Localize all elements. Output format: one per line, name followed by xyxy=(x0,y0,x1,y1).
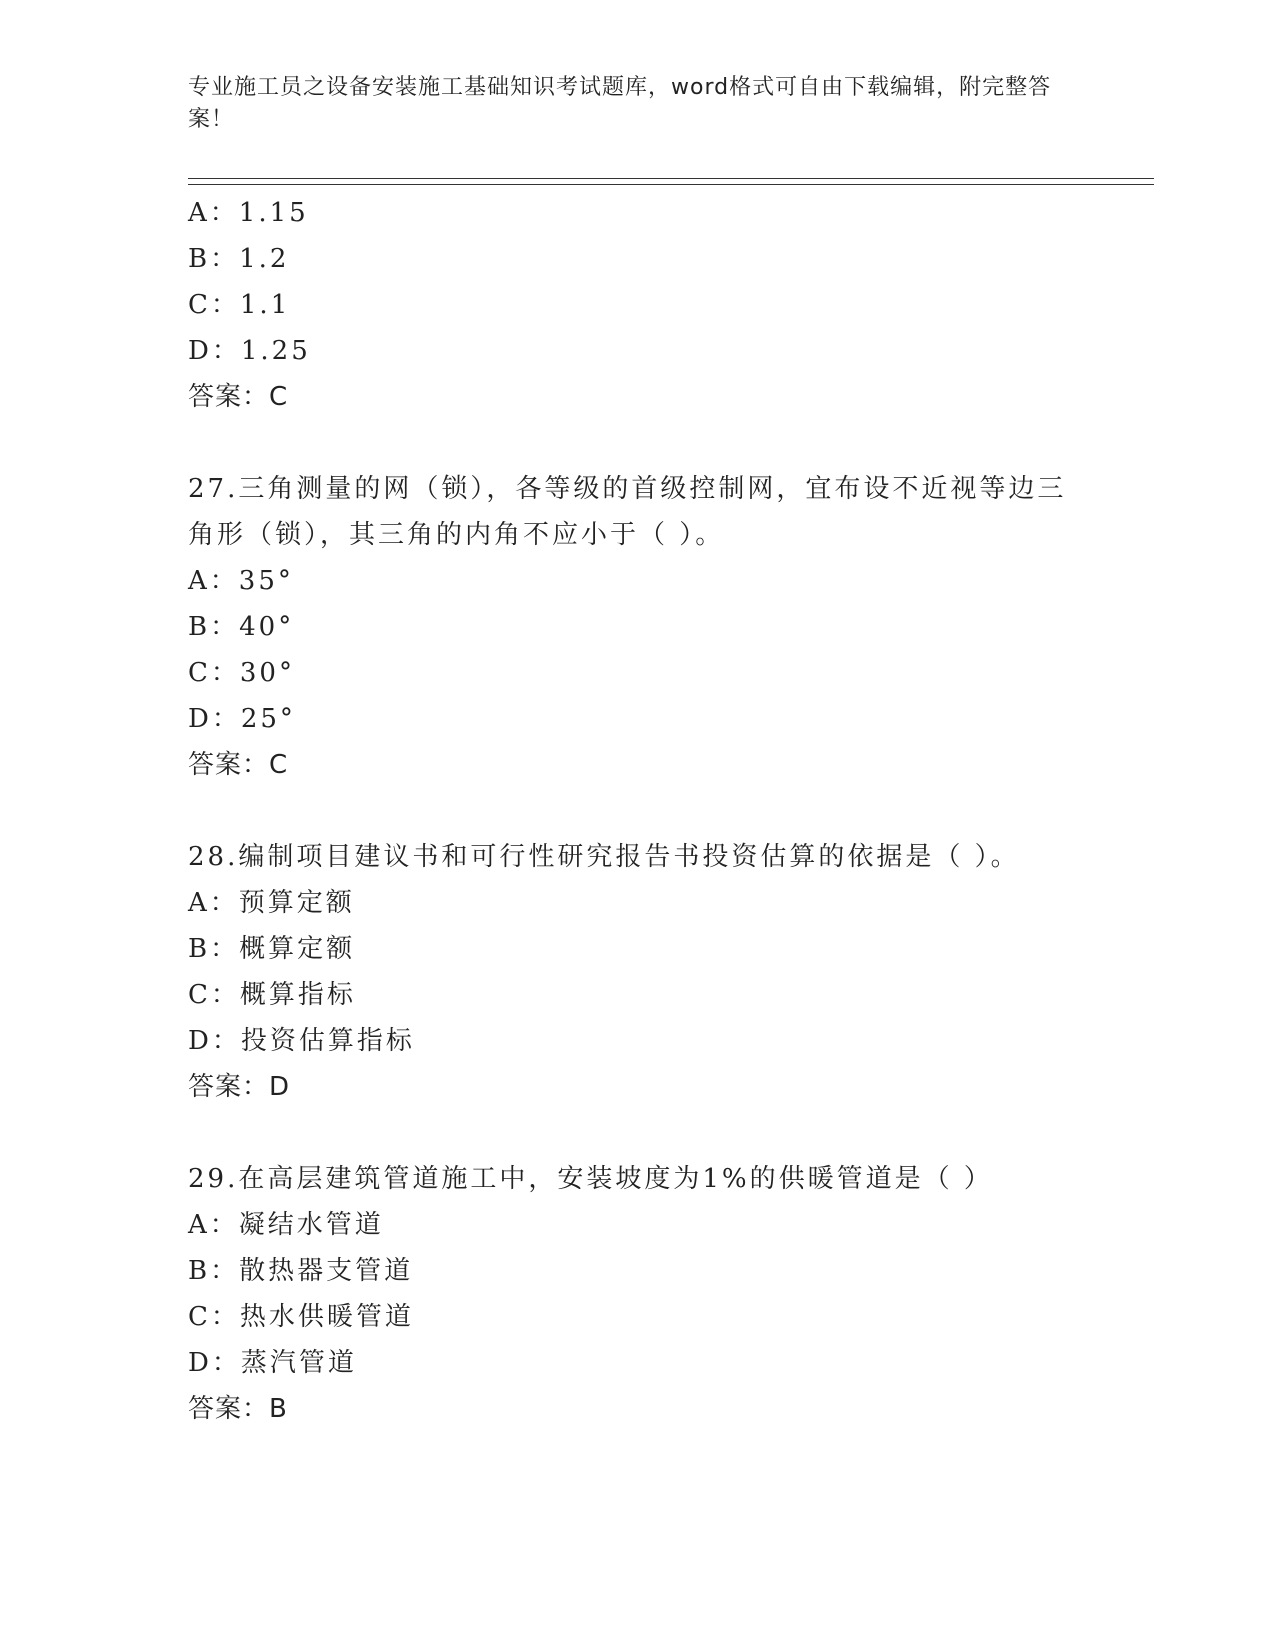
question-29-block xyxy=(188,1156,1068,1432)
option-c: C：概算指标 xyxy=(188,980,356,1010)
question-stem: 28.编制项目建议书和可行性研究报告书投资估算的依据是（ ）。 xyxy=(188,842,1020,872)
question-28-block xyxy=(188,834,1068,1110)
option-b: B：散热器支管道 xyxy=(188,1256,414,1286)
option-c: C：1.1 xyxy=(188,290,291,320)
answer-line: 答案：C xyxy=(188,750,289,780)
option-d: D：25° xyxy=(188,704,296,734)
spacer xyxy=(188,1110,1068,1156)
document-header: 专业施工员之设备安装施工基础知识考试题库，word格式可自由下载编辑，附完整答案！ xyxy=(188,75,1052,132)
option-c: C：30° xyxy=(188,658,295,688)
option-b: B：1.2 xyxy=(188,244,290,274)
option-a: A：1.15 xyxy=(188,198,309,228)
option-c: C：热水供暖管道 xyxy=(188,1302,414,1332)
option-a: A：预算定额 xyxy=(188,888,355,918)
question-stem-continued: 角形（锁），其三角的内角不应小于（ ）。 xyxy=(188,520,725,550)
question-stem: 27.三角测量的网（锁），各等级的首级控制网，宜布设不近视等边三 xyxy=(188,474,1067,504)
spacer xyxy=(188,788,1068,834)
option-a: A：凝结水管道 xyxy=(188,1210,384,1240)
answer-line: 答案：B xyxy=(188,1394,288,1424)
question-27-block xyxy=(188,466,1068,788)
answer-line: 答案：C xyxy=(188,382,289,412)
question-content xyxy=(188,190,1068,1432)
option-d: D：蒸汽管道 xyxy=(188,1348,357,1378)
option-d: D：投资估算指标 xyxy=(188,1026,415,1056)
header-divider-top xyxy=(188,178,1154,179)
option-b: B：40° xyxy=(188,612,295,642)
header-divider-bottom xyxy=(188,184,1154,185)
option-b: B：概算定额 xyxy=(188,934,356,964)
spacer xyxy=(188,420,1068,466)
answer-line: 答案：D xyxy=(188,1072,291,1102)
option-d: D：1.25 xyxy=(188,336,311,366)
question-stem: 29.在高层建筑管道施工中，安装坡度为1%的供暖管道是（ ） xyxy=(188,1164,993,1194)
option-a: A：35° xyxy=(188,566,294,596)
question-26-block xyxy=(188,190,1068,420)
